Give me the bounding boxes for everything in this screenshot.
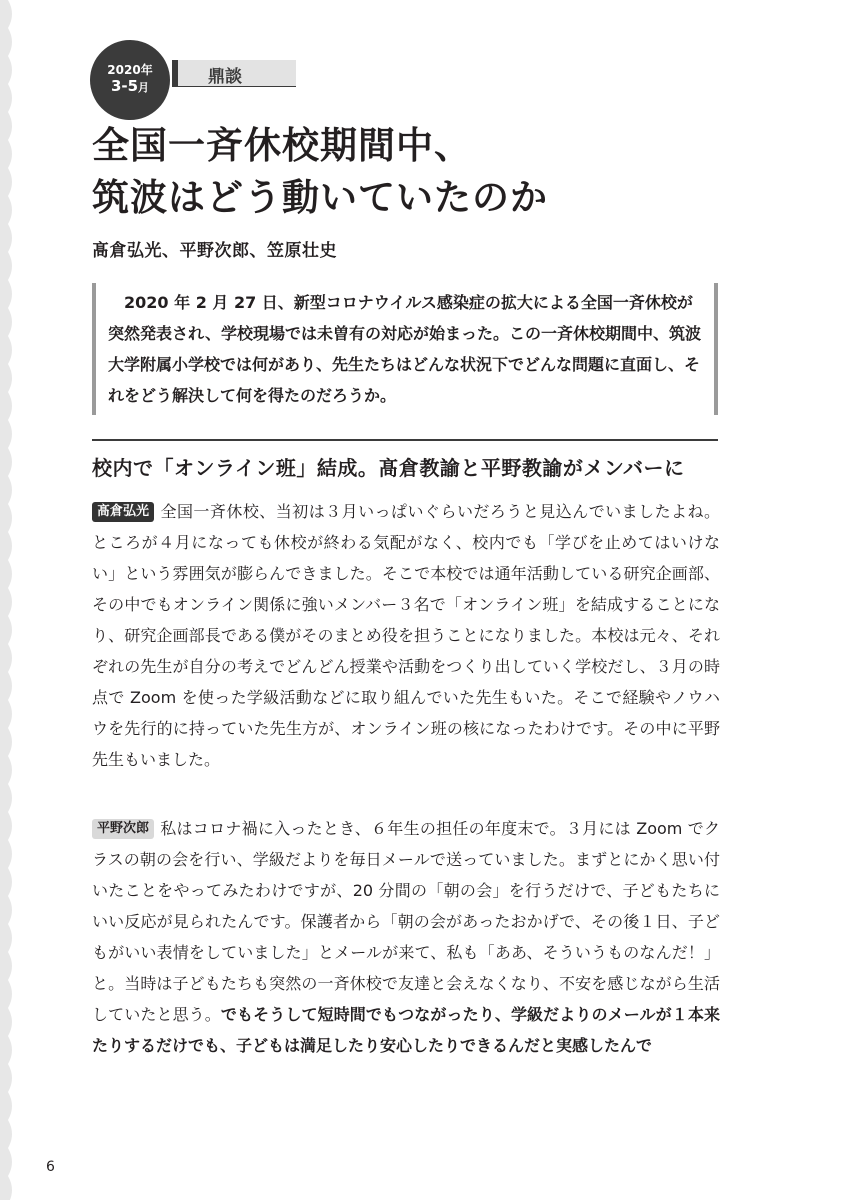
speaker-label-hirano: 平野次郎: [92, 819, 154, 839]
date-month: [111, 78, 149, 95]
dialogue-takakura: [92, 496, 720, 775]
date-month-suffix: 月: [138, 81, 150, 95]
dialogue-text-hirano: 私はコロナ禍に入ったとき、６年生の担任の年度末で。３月には Zoom でクラスの朝の会を行い、学級だよりを毎日メールで送っていました。まずとにかく思い付いたことをやってみたわけですが、20 分間の「朝の会」を行うだけで、子どもたちにいい反応が見られたんです。保護者から「朝の会があったおかげで、その後１日、子どもがいい表情をしていました」とメールが来て、私も「ああ、そういうものなんだ！」と。当時は子どもたちも突然の一斉休校で友達と会えなくなり、不安を感じながら生活していたと思う。: [92, 819, 720, 1024]
category-label: 鼎談: [208, 67, 242, 87]
category-tab: [172, 60, 296, 87]
title-line-2: 筑波はどう動いていたのか: [92, 176, 548, 219]
lead-paragraph: [92, 283, 718, 415]
section-heading: 校内で「オンライン班」結成。髙倉教諭と平野教諭がメンバーに: [92, 456, 685, 480]
dialogue-hirano: [92, 813, 720, 1061]
section-divider: [92, 439, 718, 441]
article-authors: 髙倉弘光、平野次郎、笠原壮史: [92, 241, 337, 261]
lead-text: 2020 年 2 月 27 日、新型コロナウイルス感染症の拡大による全国一斉休校が突然発表され、学校現場では未曽有の対応が始まった。この一斉休校期間中、筑波大学附属小学校では何があり、先生たちはどんな状況下でどんな問題に直面し、それをどう解決して何を得たのだろうか。: [108, 293, 701, 405]
date-year: 2020年: [107, 63, 153, 78]
date-badge: [90, 40, 170, 120]
speaker-label-takakura: 髙倉弘光: [92, 502, 154, 522]
date-month-range: 3-5: [110, 77, 139, 96]
page-number: 6: [46, 1159, 55, 1175]
dialogue-emphasis-hirano: でもそうして短時間でもつながったり、学級だよりのメールが１本来たりするだけでも、子どもは満足したり安心したりできるんだと実感したんで: [92, 1005, 720, 1055]
dialogue-text-takakura: 全国一斉休校、当初は３月いっぱいぐらいだろうと見込んでいましたよね。ところが４月になっても休校が終わる気配がなく、校内でも「学びを止めてはいけない」という雰囲気が膨らんできました。そこで本校では通年活動している研究企画部、その中でもオンライン関係に強いメンバー３名で「オンライン班」を結成することになり、研究企画部長である僕がそのまとめ役を担うことになりました。本校は元々、それぞれの先生が自分の考えでどんどん授業や活動をつくり出していく学校だし、３月の時点で Zoom を使った学級活動などに取り組んでいた先生もいた。そこで経験やノウハウを先行的に持っていた先生方が、オンライン班の核になったわけです。その中に平野先生もいました。: [92, 502, 720, 769]
article-title: [92, 120, 792, 224]
title-line-1: 全国一斉休校期間中、: [92, 124, 472, 167]
wavy-page-edge: [0, 0, 18, 1200]
